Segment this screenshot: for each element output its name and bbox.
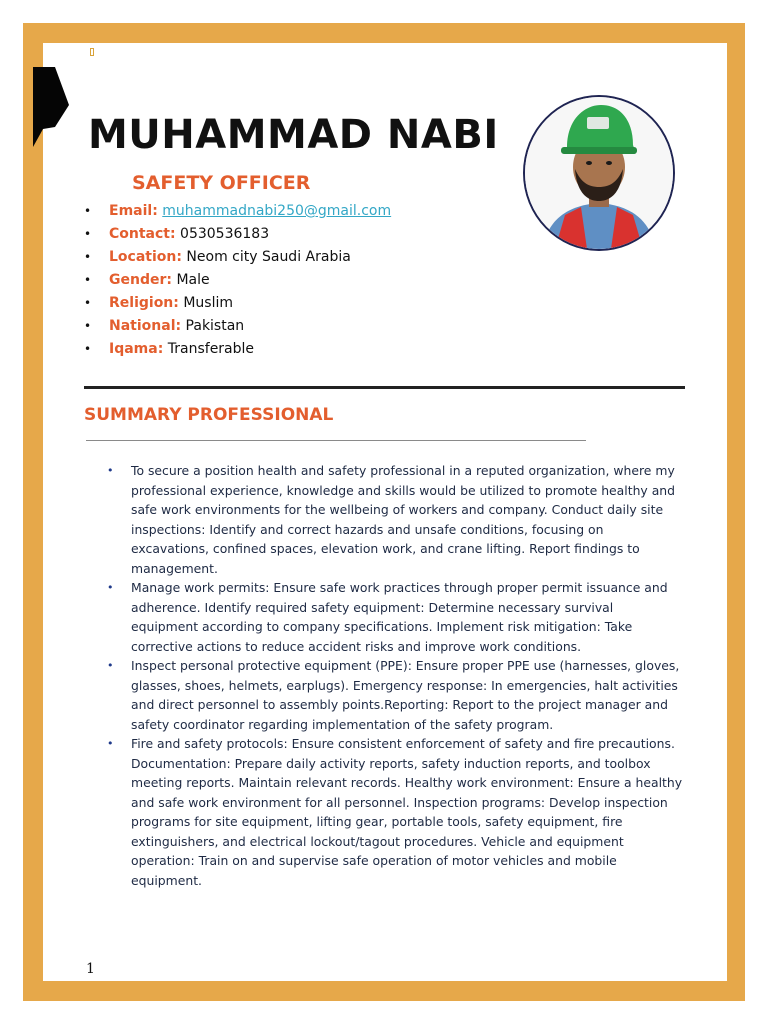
bullet: • — [84, 250, 92, 264]
iqama-value: Transferable — [167, 341, 255, 357]
contact-item-iqama — [84, 338, 391, 361]
summary-item-text: Manage work permits: Ensure safe work practices through proper permit issuance and adherence. Identify required safety equipment: Determine necessary survival equipment according to company specifications. Implement risk mitigation: Take corrective actions to reduce accident risks and improve work conditions. — [131, 580, 668, 654]
contact-item-national — [84, 315, 391, 338]
religion-value: Muslim — [183, 295, 234, 311]
email-link[interactable]: muhammadnabi250@gmail.com — [162, 203, 392, 219]
gender-value: Male — [176, 272, 210, 288]
bullet: • — [107, 581, 114, 594]
section-underline — [86, 440, 586, 441]
summary-item-text: Fire and safety protocols: Ensure consistent enforcement of safety and fire precautions. Documentation: Prepare daily activity reports, safety induction reports, and toolbox meeting reports. Maintain relevant records. Healthy work environment: Ensure a healthy and safe work environment for all personnel. Inspection programs: Develop inspection programs for site equipment, lifting gear, portable tools, safety equipment, fire extinguishers, and electrical lockout/tagout procedures. Vehicle and equipment operation: Train on and supervise safe operation of motor vehicles and mobile equipment. — [131, 736, 683, 888]
candidate-name: MUHAMMAD NABI — [88, 112, 499, 158]
contact-item-gender — [84, 269, 391, 292]
summary-list — [104, 461, 684, 890]
section-divider — [84, 386, 685, 389]
placeholder-glyph-icon — [90, 48, 94, 56]
black-tab-decoration — [33, 67, 69, 147]
location-value: Neom city Saudi Arabia — [186, 249, 351, 265]
summary-item-text: To secure a position health and safety professional in a reputed organization, where my professional experience, knowledge and skills would be utilized to promote healthy and safe work environments for the wellbeing of workers and company. Conduct daily site inspections: Identify and correct hazards and unsafe conditions, focusing on excavations, confined spaces, elevation work, and crane lifting. Report findings to management. — [131, 463, 676, 576]
contact-item-religion — [84, 292, 391, 315]
profile-photo — [523, 95, 675, 251]
bullet: • — [84, 204, 92, 218]
contact-item-location — [84, 246, 391, 269]
email-label: Email: — [109, 203, 158, 219]
bullet: • — [84, 319, 92, 333]
summary-item — [104, 461, 684, 578]
contact-item-phone — [84, 223, 391, 246]
national-value: Pakistan — [185, 318, 245, 334]
summary-item — [104, 734, 684, 890]
bullet: • — [107, 659, 114, 672]
summary-item-text: Inspect personal protective equipment (PPE): Ensure proper PPE use (harnesses, gloves, glasses, shoes, helmets, earplugs). Emergency response: In emergencies, halt activities and direct personnel to assembly points.Reporting: Report to the project manager and safety coordinator regarding implementation of the safety program. — [131, 658, 680, 732]
national-label: National: — [109, 318, 182, 334]
profile-photo-illustration — [525, 97, 673, 249]
summary-item — [104, 578, 684, 656]
contact-value: 0530536183 — [180, 226, 270, 242]
bullet: • — [107, 737, 114, 750]
summary-item — [104, 656, 684, 734]
religion-label: Religion: — [109, 295, 179, 311]
contact-item-email — [84, 200, 391, 223]
contact-info-list — [84, 200, 391, 361]
bullet: • — [84, 342, 92, 356]
summary-section-title: SUMMARY PROFESSIONAL — [84, 405, 334, 425]
bullet: • — [84, 273, 92, 287]
iqama-label: Iqama: — [109, 341, 164, 357]
bullet: • — [107, 464, 114, 477]
page-number: 1 — [86, 961, 95, 977]
location-label: Location: — [109, 249, 182, 265]
contact-label: Contact: — [109, 226, 176, 242]
job-title: SAFETY OFFICER — [132, 172, 311, 194]
gender-label: Gender: — [109, 272, 172, 288]
bullet: • — [84, 227, 92, 241]
bullet: • — [84, 296, 92, 310]
